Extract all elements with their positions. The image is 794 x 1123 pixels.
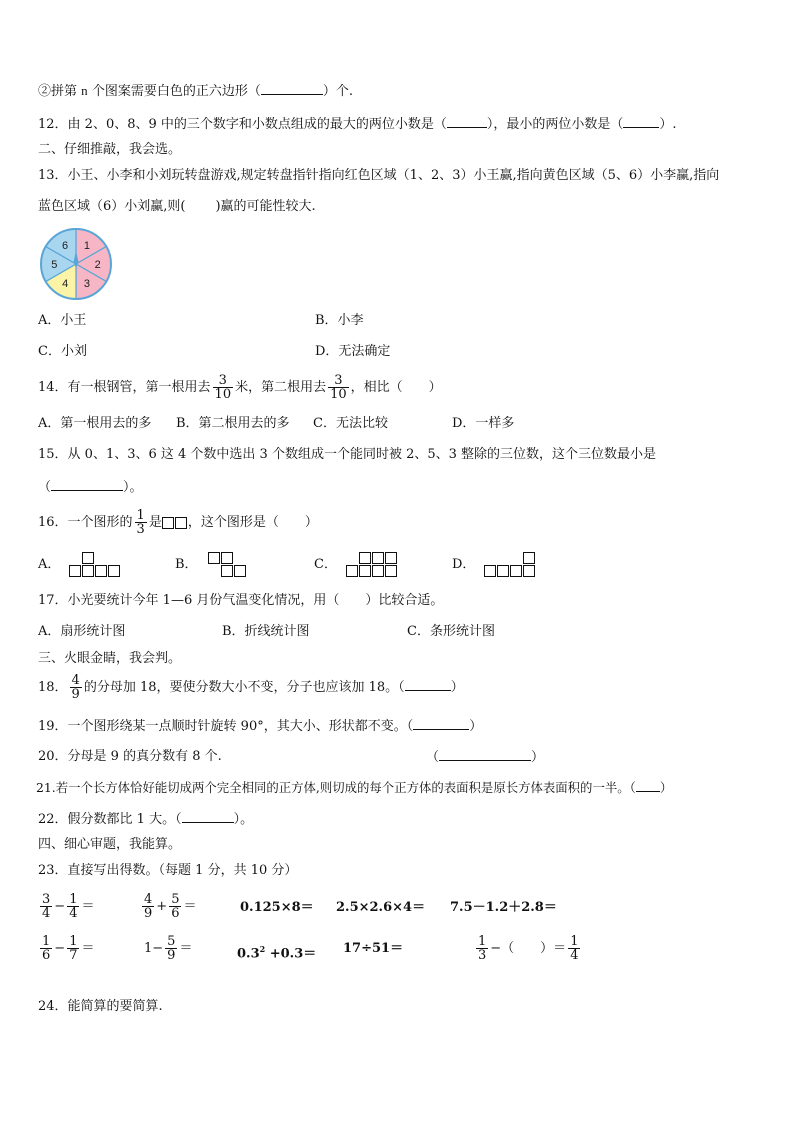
q16-figure-a <box>69 552 123 578</box>
q16-figure-d <box>484 552 538 578</box>
question-12: 12．由 2、0、8、9 中的三个数字和小数点组成的最大的两位小数是（ ），最小的两位小数是（ ）. <box>38 117 677 132</box>
calc-r1-d: 2.5×2.6×4＝ <box>336 900 426 915</box>
q14-option-b[interactable]: B．第二根用去的多 <box>176 416 290 431</box>
two-square-figure <box>162 517 188 529</box>
q14-option-c[interactable]: C．无法比较 <box>313 416 388 431</box>
calc-r2-b: 1− $\frac{5}{9}$ ＝ <box>144 934 193 963</box>
question-19: 19．一个图形绕某一点顺时针旋转 90°，其大小、形状都不变。（ ） <box>38 719 483 734</box>
q16-option-b[interactable]: B． <box>175 557 198 572</box>
fraction: $\frac{3}{10}$ <box>214 373 232 402</box>
fraction: $\frac{3}{10}$ <box>330 373 347 402</box>
q16-option-d[interactable]: D． <box>452 557 476 572</box>
fraction: $\frac{4}{9}$ <box>71 673 80 702</box>
spinner-label-3: 3 <box>83 277 90 290</box>
answer-blank[interactable] <box>405 678 451 691</box>
answer-blank[interactable] <box>636 779 660 792</box>
question-14: 14．有一根钢管，第一根用去 $\frac{3}{10}$ 米，第二根用去 $\frac{3}{10}$ ，相比（ ） <box>38 373 442 402</box>
question-24: 24．能简算的要简算. <box>38 999 163 1014</box>
calc-r2-a: $\frac{1}{6}$ − $\frac{1}{7}$ ＝ <box>42 934 95 963</box>
spinner-figure <box>38 226 118 302</box>
question-23-title: 23．直接写出得数。（每题 1 分，共 10 分） <box>38 863 298 878</box>
section-3-heading: 三、火眼金睛，我会判。 <box>38 651 182 666</box>
answer-blank[interactable] <box>261 82 323 95</box>
section-4-heading: 四、细心审题，我能算。 <box>38 837 182 852</box>
question-13-line2: 蓝色区域（6）小刘赢,则( )赢的可能性较大. <box>38 199 316 214</box>
fraction: $\frac{1}{3}$ <box>136 508 145 537</box>
spinner-label-6: 6 <box>62 240 69 253</box>
answer-blank[interactable] <box>413 717 469 730</box>
q16-option-c[interactable]: C． <box>314 557 337 572</box>
q13-option-b[interactable]: B．小李 <box>315 313 364 328</box>
q16-option-a[interactable]: A． <box>38 557 61 572</box>
answer-blank[interactable] <box>623 115 659 128</box>
spinner-label-2: 2 <box>94 259 101 271</box>
question-20: 20．分母是 9 的真分数有 8 个. <box>38 749 222 764</box>
calc-r1-e: 7.5－1.2＋2.8＝ <box>450 900 557 915</box>
question-15-line2: （ ）。 <box>38 480 143 495</box>
question-13-line1: 13．小王、小李和小刘玩转盘游戏,规定转盘指针指向红色区域（1、2、3）小王赢,指向黄色区域（5、6）小李赢,指向 <box>38 168 720 183</box>
answer-blank[interactable] <box>182 810 234 823</box>
question-17: 17．小光要统计今年 1—6 月份气温变化情况，用（ ）比较合适。 <box>38 593 444 608</box>
spinner-label-1: 1 <box>83 240 90 253</box>
q16-figure-b <box>208 552 248 578</box>
question-18: 18． $\frac{4}{9}$ 的分母加 18，要使分数大小不变，分子也应该加 18。（ ） <box>38 673 464 702</box>
question-22: 22．假分数都比 1 大。（ ）。 <box>38 812 254 827</box>
q14-option-a[interactable]: A．第一根用去的多 <box>38 416 152 431</box>
q17-option-b[interactable]: B．折线统计图 <box>222 624 310 639</box>
q13-option-a[interactable]: A．小王 <box>38 313 87 328</box>
calc-r2-d: 17÷51＝ <box>343 941 404 956</box>
section-2-heading: 二、仔细推敲，我会选。 <box>38 142 182 157</box>
answer-blank[interactable] <box>439 748 531 761</box>
answer-blank[interactable] <box>447 115 487 128</box>
question-20-answer: （ ） <box>426 750 545 765</box>
question-16: 16．一个图形的 $\frac{1}{3}$ 是 ，这个图形是（ ） <box>38 508 318 537</box>
q16-figure-c <box>346 552 400 578</box>
calc-r2-c: $0.3^2 +0.3=$ <box>237 944 317 962</box>
calc-r1-b: $\frac{4}{9}$ + $\frac{5}{6}$ ＝ <box>144 892 197 921</box>
answer-blank[interactable] <box>51 478 123 491</box>
spinner-label-5: 5 <box>51 259 58 271</box>
q14-option-d[interactable]: D．一样多 <box>452 416 515 431</box>
q17-option-a[interactable]: A．扇形统计图 <box>38 624 126 639</box>
q11-tail: ②拼第 n 个图案需要白色的正六边形（ ）个. <box>38 83 353 99</box>
q13-option-c[interactable]: C．小刘 <box>38 344 87 359</box>
calc-r1-a: $\frac{3}{4}$ − $\frac{1}{4}$ ＝ <box>42 892 95 921</box>
calc-r2-e: $\frac{1}{3}$ −（ ）＝ $\frac{1}{4}$ <box>478 934 579 963</box>
q13-option-d[interactable]: D．无法确定 <box>315 344 391 359</box>
q17-option-c[interactable]: C．条形统计图 <box>407 624 495 639</box>
question-15-line1: 15．从 0、1、3、6 这 4 个数中选出 3 个数组成一个能同时被 2、5、3 整除的三位数，这个三位数最小是 <box>38 447 657 462</box>
calc-r1-c: 0.125×8＝ <box>240 900 314 915</box>
spinner-label-4: 4 <box>62 277 69 290</box>
question-21: 21.若一个长方体恰好能切成两个完全相同的正方体,则切成的每个正方体的表面积是原长方体表面积的一半。（ ） <box>36 780 673 795</box>
circled-2: ② <box>38 84 52 99</box>
